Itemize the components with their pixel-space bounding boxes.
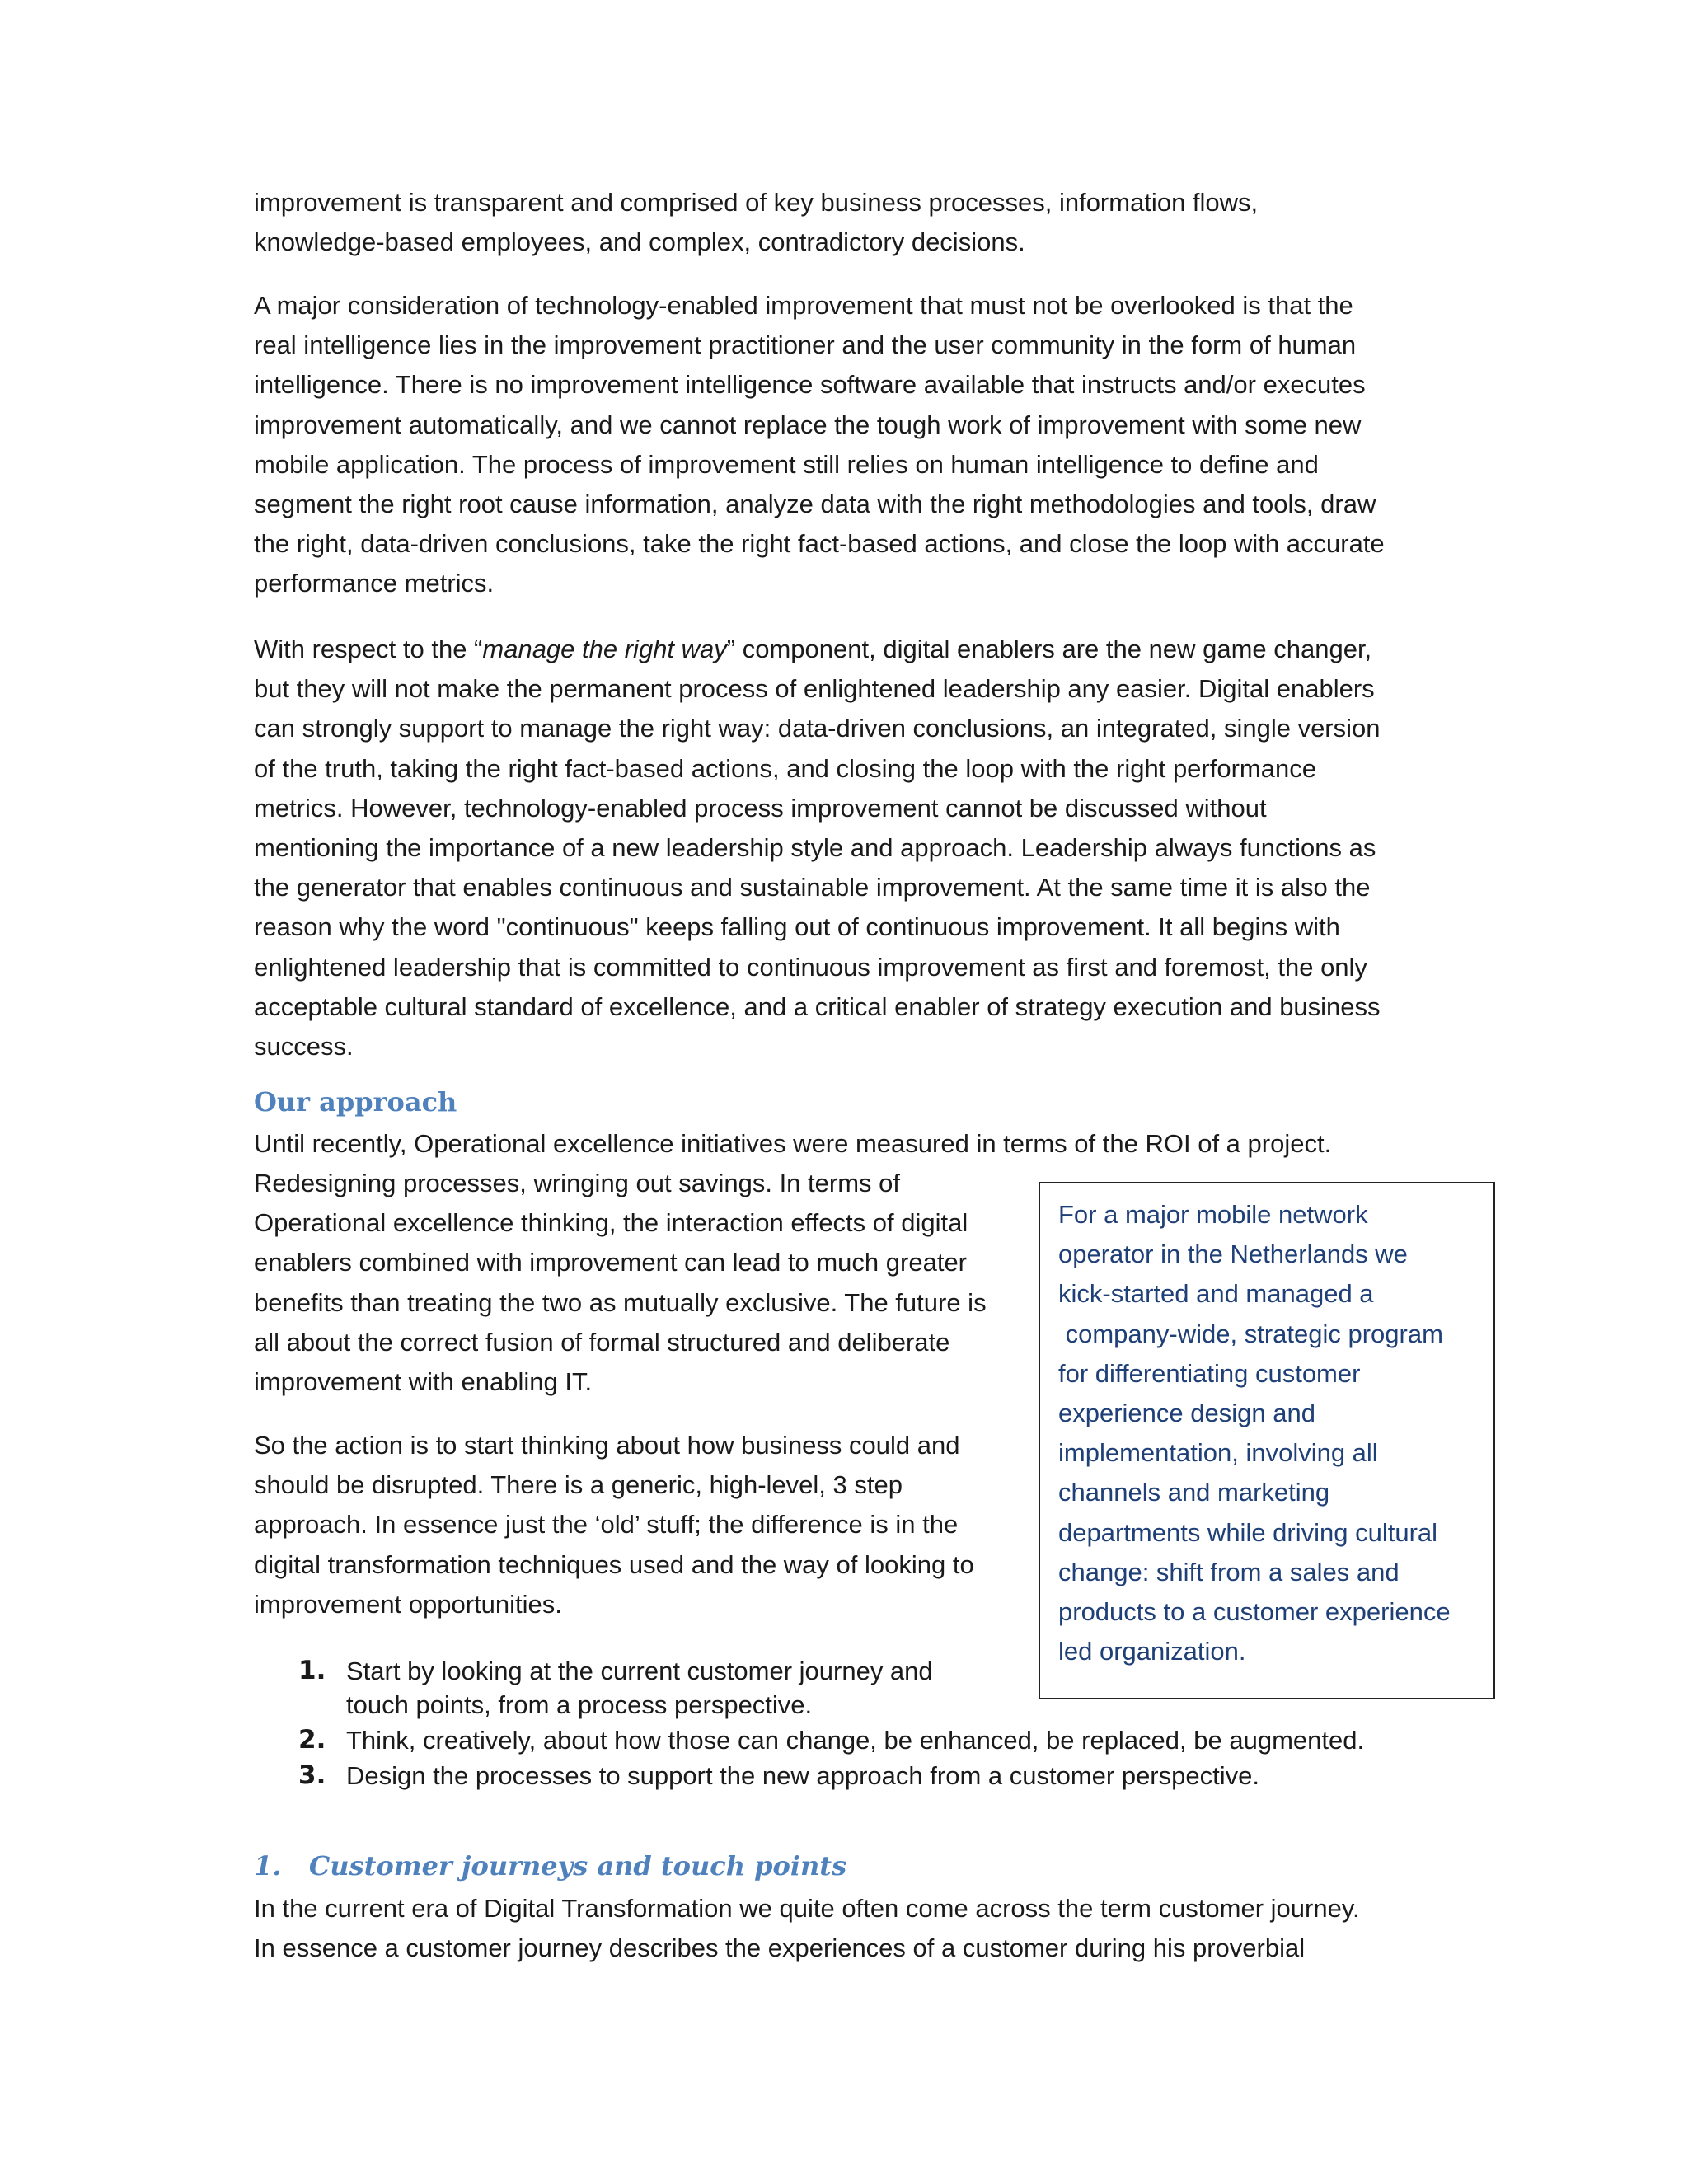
text-line: A major consideration of technology-enabled improvement that must not be overlooked is that the bbox=[254, 291, 1353, 320]
paragraph-intro-continuation bbox=[254, 183, 1424, 262]
text-line: enablers combined with improvement can lead to much greater bbox=[254, 1248, 968, 1277]
text-line: mentioning the importance of a new leadership style and approach. Leadership always functions as bbox=[254, 833, 1376, 863]
list-number: 3. bbox=[298, 1760, 326, 1790]
text-line: success. bbox=[254, 1032, 354, 1062]
list-item bbox=[298, 1654, 1535, 1722]
emphasis-text: manage the right way bbox=[482, 635, 727, 663]
text-line: the generator that enables continuous and sustainable improvement. At the same time it is also the bbox=[254, 873, 1371, 902]
paragraph-roi-full-line bbox=[254, 1124, 1424, 1164]
list-number: 2. bbox=[298, 1725, 326, 1755]
text-line: intelligence. There is no improvement intelligence software available that instructs and/or executes bbox=[254, 370, 1366, 400]
paragraph-action bbox=[254, 1426, 1020, 1624]
text-line: Start by looking at the current customer journey and bbox=[346, 1657, 933, 1685]
text-line: Redesigning processes, wringing out savings. In terms of bbox=[254, 1169, 901, 1197]
case-study-callout bbox=[1039, 1182, 1495, 1699]
callout-line: operator in the Netherlands we bbox=[1058, 1240, 1408, 1269]
text-line: mobile application. The process of improvement still relies on human intelligence to define and bbox=[254, 449, 1319, 479]
callout-line: implementation, involving all bbox=[1058, 1438, 1378, 1468]
text-line: touch points, from a process perspective. bbox=[346, 1690, 813, 1719]
list-item bbox=[298, 1759, 1535, 1793]
callout-line: led organization. bbox=[1058, 1637, 1246, 1666]
text-line: can strongly support to manage the right way: data-driven conclusions, an integrated, single version bbox=[254, 714, 1381, 743]
text-span: With respect to the “ bbox=[254, 635, 483, 663]
text-line: acceptable cultural standard of excellence, and a critical enabler of strategy execution and business bbox=[254, 991, 1381, 1021]
callout-line: kick-started and managed a bbox=[1058, 1279, 1374, 1309]
callout-line: departments while driving cultural bbox=[1058, 1517, 1438, 1547]
text-line: but they will not make the permanent process of enlightened leadership any easier. Digital enablers bbox=[254, 674, 1375, 704]
callout-line: change: shift from a sales and bbox=[1058, 1557, 1400, 1586]
text-line: of the truth, taking the right fact-based actions, and closing the loop with the right performance bbox=[254, 753, 1316, 783]
text-line bbox=[254, 630, 1424, 669]
text-line: enlightened leadership that is committed to continuous improvement as first and foremost, the only bbox=[254, 952, 1367, 982]
text-line: the right, data-driven conclusions, take the right fact-based actions, and close the loop with accurate bbox=[254, 529, 1385, 559]
paragraph-manage-right-way bbox=[254, 630, 1424, 1066]
text-line: reason why the word "continuous" keeps falling out of continuous improvement. It all begins with bbox=[254, 912, 1340, 942]
text-span: ” component, digital enablers are the new game changer, bbox=[726, 635, 1372, 663]
text-line: Think, creatively, about how those can change, be enhanced, be replaced, be augmented. bbox=[346, 1726, 1365, 1755]
callout-line: For a major mobile network bbox=[1058, 1200, 1368, 1229]
callout-line: for differentiating customer bbox=[1058, 1358, 1361, 1388]
paragraph-operational-excellence bbox=[254, 1164, 1020, 1402]
text-line: metrics. However, technology-enabled process improvement cannot be discussed without bbox=[254, 793, 1267, 823]
text-line: knowledge-based employees, and complex, contradictory decisions. bbox=[254, 227, 1025, 257]
callout-line: products to a customer experience bbox=[1058, 1597, 1451, 1627]
text-line: all about the correct fusion of formal structured and deliberate bbox=[254, 1327, 950, 1357]
text-line: Design the processes to support the new approach from a customer perspective. bbox=[346, 1761, 1259, 1790]
callout-line: channels and marketing bbox=[1058, 1478, 1330, 1507]
text-line: should be disrupted. There is a generic, high-level, 3 step bbox=[254, 1470, 903, 1500]
section-heading-customer-journeys: 1. Customer journeys and touch points bbox=[254, 1850, 847, 1882]
text-line: real intelligence lies in the improvement practitioner and the user community in the form of human bbox=[254, 330, 1357, 360]
text-line: benefits than treating the two as mutually exclusive. The future is bbox=[254, 1287, 987, 1317]
text-line: Until recently, Operational excellence initiatives were measured in terms of the ROI of a project. bbox=[254, 1129, 1332, 1158]
numbered-steps-list bbox=[298, 1654, 1535, 1793]
text-line: In the current era of Digital Transformation we quite often come across the term customer journey. bbox=[254, 1894, 1360, 1923]
callout-line: experience design and bbox=[1058, 1399, 1315, 1428]
text-line: segment the right root cause information, analyze data with the right methodologies and tools, draw bbox=[254, 490, 1376, 519]
section-heading-our-approach: Our approach bbox=[254, 1086, 457, 1118]
text-line: In essence a customer journey describes the experiences of a customer during his proverbial bbox=[254, 1933, 1306, 1963]
callout-line: company-wide, strategic program bbox=[1058, 1319, 1443, 1348]
text-line: improvement with enabling IT. bbox=[254, 1367, 593, 1397]
text-line: So the action is to start thinking about how business could and bbox=[254, 1431, 960, 1460]
text-line: Operational excellence thinking, the interaction effects of digital bbox=[254, 1208, 968, 1238]
text-line: performance metrics. bbox=[254, 569, 495, 598]
list-number: 1. bbox=[298, 1656, 326, 1685]
text-line: digital transformation techniques used and the way of looking to bbox=[254, 1549, 974, 1579]
paragraph-human-intelligence bbox=[254, 286, 1424, 604]
text-line: improvement opportunities. bbox=[254, 1589, 562, 1619]
text-line: improvement automatically, and we cannot replace the tough work of improvement with some new bbox=[254, 410, 1362, 439]
list-item bbox=[298, 1723, 1535, 1757]
paragraph-customer-journey bbox=[254, 1889, 1424, 1968]
text-line: approach. In essence just the ‘old’ stuff; the difference is in the bbox=[254, 1510, 959, 1540]
text-line: improvement is transparent and comprised of key business processes, information flows, bbox=[254, 188, 1259, 217]
